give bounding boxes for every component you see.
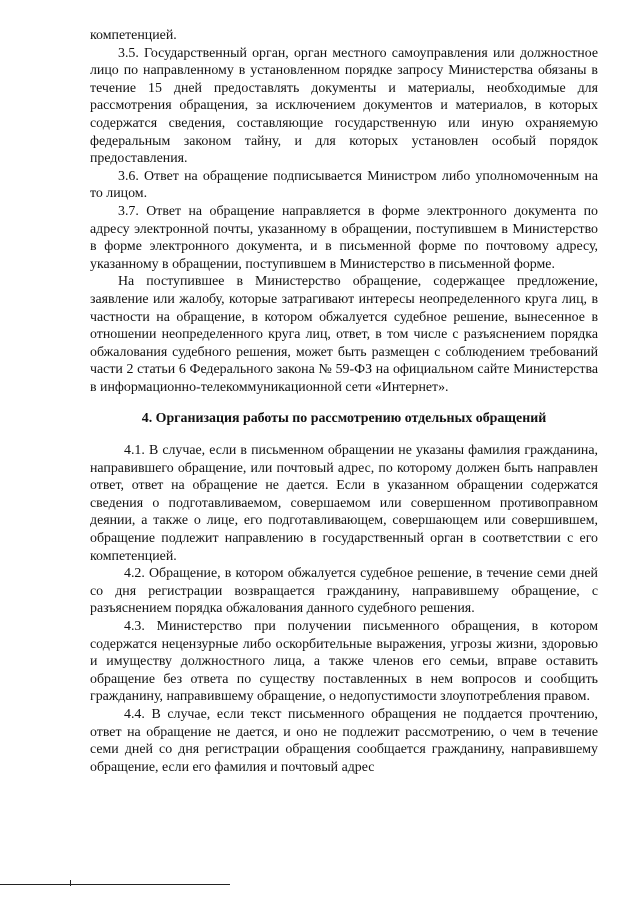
- footer-tick: [70, 880, 71, 886]
- paragraph-3-7: 3.7. Ответ на обращение направляется в форме электронного документа по адресу электронной почты, указанному в обращении, поступившем в Министерство в форме электронного документа, и в письменной форме по почтовому адресу, указанному в обращении, поступившем в Министерство в письменной форме.: [90, 203, 598, 272]
- footer-rule: [0, 884, 230, 885]
- paragraph-continuation: компетенцией.: [90, 28, 177, 43]
- paragraph-4-2: 4.2. Обращение, в котором обжалуется судебное решение, в течение семи дней со дня регистрации возвращается гражданину, направившему обращение, с разъяснением порядка обжалования данного судебного решения.: [90, 566, 598, 617]
- paragraph-3-6: 3.6. Ответ на обращение подписывается Министром либо уполномоченным на то лицом.: [90, 168, 598, 202]
- section-heading: 4. Организация работы по рассмотрению отдельных обращений: [141, 411, 547, 427]
- document-page: [90, 27, 598, 776]
- paragraph-3-5: 3.5. Государственный орган, орган местного самоуправления или должностное лицо по направленному в установленном порядке запросу Министерства обязаны в течение 15 дней предоставлять документы и материалы, необходимые для рассмотрения обращения, за исключением документов и материалов, в которых содержатся сведения, составляющие государственную или иную охраняемую федеральным законом тайну, и для которых установлен особый порядок предоставления.: [90, 45, 598, 167]
- paragraph-4-1: 4.1. В случае, если в письменном обращении не указаны фамилия гражданина, направившего обращение, или почтовый адрес, по которому должен быть направлен ответ, ответ на обращение не дается. Если в указанном обращении содержатся сведения о подготавливаемом, совершаемом или совершенном противоправном деянии, а также о лице, его подготавливающем, совершающем или совершившем, обращение подлежит направлению в государственный орган в соответствии с его компетенцией.: [90, 443, 598, 564]
- paragraph-3-7-note: На поступившее в Министерство обращение, содержащее предложение, заявление или жалобу, которые затрагивают интересы неопределенного круга лиц, в частности на обращение, в котором обжалуется судебное решение, вынесенное в отношении неопределенного круга лиц, ответ, в том числе с разъяснением порядка обжалования судебного решения, может быть размещен с соблюдением требований части 2 статьи 6 Федерального закона № 59-ФЗ на официальном сайте Министерства в информационно-телекоммуникационной сети «Интернет».: [90, 274, 598, 395]
- paragraph-4-4: 4.4. В случае, если текст письменного обращения не поддается прочтению, ответ на обращение не дается, и оно не подлежит рассмотрению, о чем в течение семи дней со дня регистрации обращения сообщается гражданину, направившему обращение, если его фамилия и почтовый адрес: [90, 706, 598, 775]
- paragraph-4-3: 4.3. Министерство при получении письменного обращения, в котором содержатся нецензурные либо оскорбительные выражения, угрозы жизни, здоровью и имуществу должностного лица, а также членов его семьи, вправе оставить обращение без ответа по существу поставленных в нем вопросов и сообщить гражданину, направившему обращение, о недопустимости злоупотребления правом.: [90, 619, 598, 705]
